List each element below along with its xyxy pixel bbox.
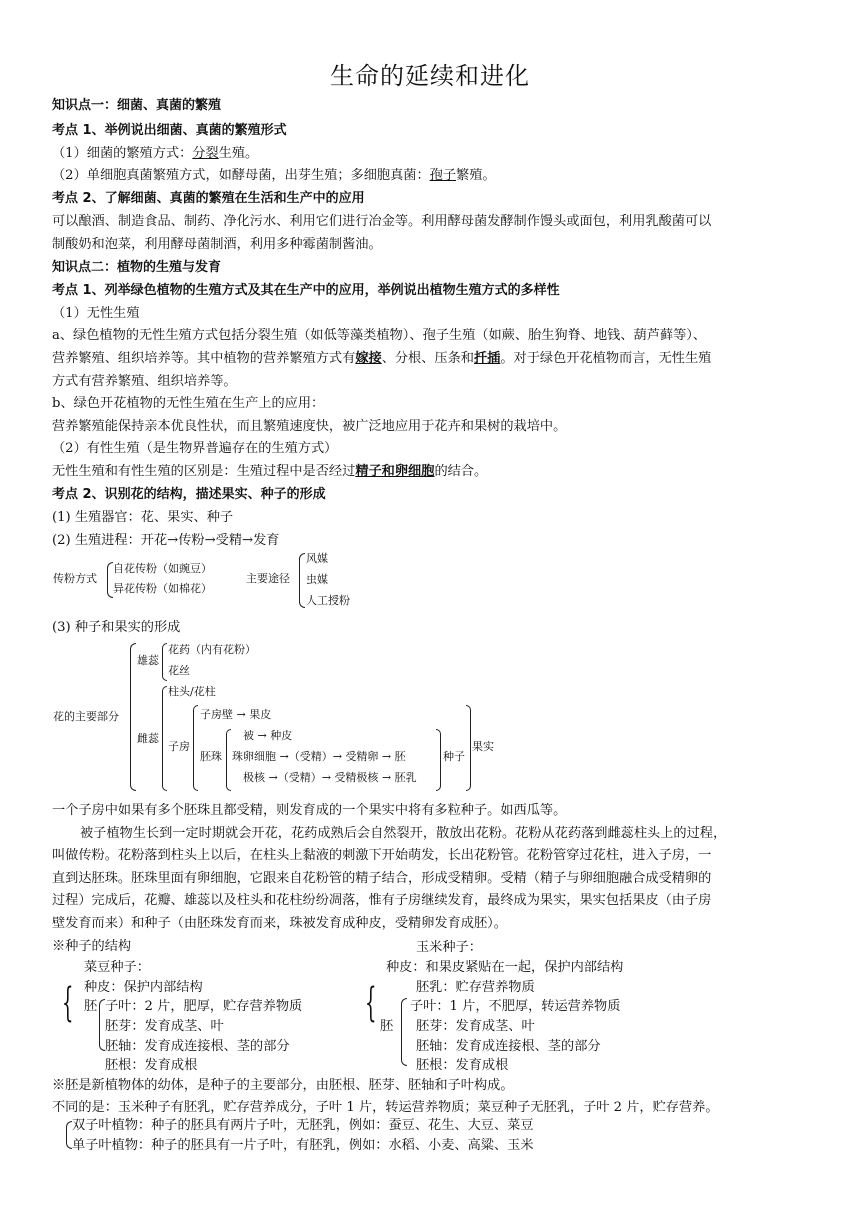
text: （2）单细胞真菌繁殖方式，如酵母菌，出芽生殖；多细胞真菌： bbox=[52, 168, 430, 183]
bean-plumule: 胚芽：发育成茎、叶 bbox=[105, 1019, 224, 1034]
page-title: 生命的延续和进化 bbox=[330, 62, 530, 90]
pericarp: 果皮 bbox=[249, 708, 272, 721]
fertilization: （受精） bbox=[288, 750, 333, 763]
brace bbox=[436, 729, 441, 791]
insect-pollination: 虫媒 bbox=[306, 573, 328, 586]
integument: 被 bbox=[243, 729, 254, 742]
answer-fission: 分裂 bbox=[192, 146, 219, 161]
egg-cell: 珠卵细胞 bbox=[232, 750, 276, 763]
text: 无性生殖和有性生殖的区别是：生殖过程中是否经过 bbox=[52, 464, 356, 479]
text: 、分根、压条和 bbox=[381, 351, 474, 366]
exam-point-1-2: 考点 2、了解细菌、真菌的繁殖在生活和生产中的应用 bbox=[52, 191, 365, 206]
list-item: (1) 生殖器官：花、果实、种子 bbox=[52, 510, 234, 525]
fertilized-polar: 受精极核 bbox=[334, 771, 379, 784]
corn-plumule: 胚芽：发育成茎、叶 bbox=[416, 1019, 535, 1034]
artificial-pollination: 人工授粉 bbox=[306, 594, 350, 607]
brace bbox=[226, 729, 231, 791]
embryo: 胚 bbox=[394, 750, 406, 763]
anther: 花药（内有花粉） bbox=[168, 643, 256, 656]
self-pollination: 自花传粉（如豌豆） bbox=[113, 562, 212, 575]
brace bbox=[130, 643, 136, 791]
ovule: 胚珠 bbox=[200, 750, 222, 763]
route-label: 主要途径 bbox=[246, 572, 290, 585]
bean-seed-coat: 种皮：保护内部结构 bbox=[84, 980, 203, 995]
big-brace: { bbox=[62, 980, 74, 1026]
fertilization: （受精） bbox=[277, 771, 322, 784]
answer-sperm-egg: 精子和卵细胞 bbox=[355, 464, 435, 479]
answer-cutting: 扦插 bbox=[474, 351, 501, 366]
fruit: 果实 bbox=[472, 740, 494, 753]
paragraph: 直到达胚珠。胚珠里面有卵细胞，它跟来自花粉管的精子结合，形成受精卵。受精（精子与卵细胞融合成受精卵的 bbox=[52, 871, 712, 886]
text: 繁殖。 bbox=[456, 168, 496, 183]
brace bbox=[162, 643, 167, 681]
paragraph: 可以酿酒、制造食品、制药、净化污水、利用它们进行冶金等。利用酵母菌发酵制作馒头或面包，利用乳酸菌可以 bbox=[52, 214, 712, 229]
paragraph: ※胚是新植物体的幼体，是种子的主要部分，由胚根、胚芽、胚轴和子叶构成。 bbox=[52, 1078, 514, 1093]
answer-grafting: 嫁接 bbox=[355, 351, 382, 366]
brace bbox=[162, 686, 167, 791]
endosperm: 胚乳 bbox=[394, 771, 417, 784]
subheading: （1）无性生殖 bbox=[52, 306, 140, 321]
integument-row: 被 → 种皮 bbox=[243, 729, 293, 742]
brace bbox=[401, 998, 407, 1066]
ovary: 子房 bbox=[168, 740, 190, 753]
paragraph bbox=[52, 349, 711, 369]
big-brace: { bbox=[365, 980, 377, 1026]
corn-endosperm: 胚乳：贮存营养物质 bbox=[416, 980, 535, 995]
subheading: (3) 种子和果实的形成 bbox=[52, 620, 181, 635]
knowledge-point-2: 知识点二：植物的生殖与发育 bbox=[52, 260, 222, 275]
corn-seed-coat: 种皮：和果皮紧贴在一起，保护内部结构 bbox=[386, 960, 624, 975]
zygote: 受精卵 bbox=[345, 750, 379, 763]
brace bbox=[299, 553, 305, 608]
corn-title: 玉米种子： bbox=[416, 940, 482, 955]
pollination-label: 传粉方式 bbox=[53, 572, 97, 585]
corn-embryo: 胚 bbox=[380, 1019, 394, 1034]
text: 生殖。 bbox=[218, 146, 259, 161]
exam-point-1-1: 考点 1、举例说出细菌、真菌的繁殖形式 bbox=[52, 123, 287, 138]
exam-point-2-2: 考点 2、识别花的结构，描述果实、种子的形成 bbox=[52, 487, 326, 502]
subheading: ※种子的结构 bbox=[52, 939, 132, 954]
stigma-style: 柱头/花柱 bbox=[168, 685, 216, 698]
paragraph bbox=[52, 462, 487, 482]
dicot-line: 双子叶植物：种子的胚具有两片子叶，无胚乳，例如：蚕豆、花生、大豆、菜豆 bbox=[72, 1118, 534, 1133]
text: 营养繁殖、组织培养等。其中植物的营养繁殖方式有 bbox=[52, 351, 356, 366]
knowledge-point-1: 知识点一：细菌、真菌的繁殖 bbox=[52, 98, 222, 113]
bean-hypocotyl: 胚轴：发育成连接根、茎的部分 bbox=[105, 1039, 290, 1054]
subheading: （2）有性生殖（是生物界普遍存在的生殖方式） bbox=[52, 441, 338, 456]
paragraph: 一个子房中如果有多个胚珠且都受精，则发育成的一个果实中将有多粒种子。如西瓜等。 bbox=[52, 803, 567, 818]
corn-radicle: 胚根：发育成根 bbox=[416, 1058, 509, 1073]
seed: 种子 bbox=[443, 750, 465, 763]
bean-embryo: 胚 bbox=[84, 999, 98, 1014]
answer-spore: 孢子 bbox=[429, 168, 457, 183]
paragraph: b、绿色开花植物的无性生殖在生产上的应用： bbox=[52, 396, 325, 411]
flower-main-parts: 花的主要部分 bbox=[53, 710, 119, 723]
cross-pollination: 异花传粉（如棉花） bbox=[113, 582, 212, 595]
bacteria-reproduction bbox=[52, 144, 258, 164]
corn-cotyledon: 子叶：1 片，不肥厚，转运营养物质 bbox=[410, 999, 621, 1014]
egg-row: 珠卵细胞 →（受精）→ 受精卵 → 胚 bbox=[232, 750, 406, 763]
polar-nuclei: 极核 bbox=[243, 771, 265, 784]
corn-hypocotyl: 胚轴：发育成连接根、茎的部分 bbox=[416, 1039, 601, 1054]
paragraph: 方式有营养繁殖、组织培养等。 bbox=[52, 374, 237, 389]
ovary-wall: 子房壁 bbox=[200, 708, 233, 721]
seed-coat: 种皮 bbox=[270, 729, 293, 742]
brace bbox=[193, 705, 198, 791]
exam-point-2-1: 考点 1、列举绿色植物的生殖方式及其在生产中的应用，举例说出植物生殖方式的多样性 bbox=[52, 283, 560, 298]
wind-pollination: 风媒 bbox=[306, 552, 328, 565]
bean-title: 菜豆种子： bbox=[84, 960, 150, 975]
pistil: 雌蕊 bbox=[137, 732, 159, 745]
text: 的结合。 bbox=[434, 464, 488, 479]
bean-cotyledon: 子叶：2 片，肥厚，贮存营养物质 bbox=[105, 999, 303, 1014]
paragraph: 叫做传粉。花粉落到柱头上以后，在柱头上黏液的刺激下开始萌发，长出花粉管。花粉管穿过花柱，进入子房，一 bbox=[52, 848, 712, 863]
ovary-wall-row: 子房壁 → 果皮 bbox=[200, 708, 272, 721]
brace bbox=[466, 705, 471, 791]
stamen: 雄蕊 bbox=[137, 654, 159, 667]
list-item: (2) 生殖进程：开花→传粉→受精→发育 bbox=[52, 533, 280, 548]
paragraph: 制酸奶和泡菜，利用酵母菌制酒，利用多种霉菌制酱油。 bbox=[52, 237, 382, 252]
paragraph: 被子植物生长到一定时期就会开花，花药成熟后会自然裂开，散放出花粉。花粉从花药落到雌蕊柱头上的过程， bbox=[80, 826, 727, 841]
polar-row: 极核 →（受精）→ 受精极核 → 胚乳 bbox=[243, 771, 417, 784]
paragraph: 不同的是：玉米种子有胚乳，贮存营养成分，子叶 1 片，转运营养物质；菜豆种子无胚乳，子叶 2 片，贮存营养。 bbox=[52, 1100, 719, 1115]
text: （1）细菌的繁殖方式： bbox=[52, 146, 193, 161]
paragraph: a、绿色植物的无性生殖方式包括分裂生殖（如低等藻类植物）、孢子生殖（如蕨、胎生狗脊、地钱、葫芦藓等）、 bbox=[52, 328, 707, 343]
paragraph: 过程）完成后，花瓣、雄蕊以及柱头和花柱纷纷凋落，惟有子房继续发育，最终成为果实，果实包括果皮（由子房 bbox=[52, 893, 712, 908]
paragraph: 营养繁殖能保持亲本优良性状，而且繁殖速度快，被广泛地应用于花卉和果树的栽培中。 bbox=[52, 419, 567, 434]
bean-radicle: 胚根：发育成根 bbox=[105, 1058, 198, 1073]
monocot-line: 单子叶植物：种子的胚具有一片子叶，有胚乳，例如：水稻、小麦、高粱、玉米 bbox=[72, 1138, 534, 1153]
filament: 花丝 bbox=[168, 664, 190, 677]
fungi-reproduction bbox=[52, 166, 496, 186]
text: 。对于绿色开花植物而言，无性生殖 bbox=[500, 351, 712, 366]
paragraph: 壁发育而来）和种子（由胚珠发育而来，珠被发育成种皮，受精卵发育成胚）。 bbox=[52, 916, 507, 931]
